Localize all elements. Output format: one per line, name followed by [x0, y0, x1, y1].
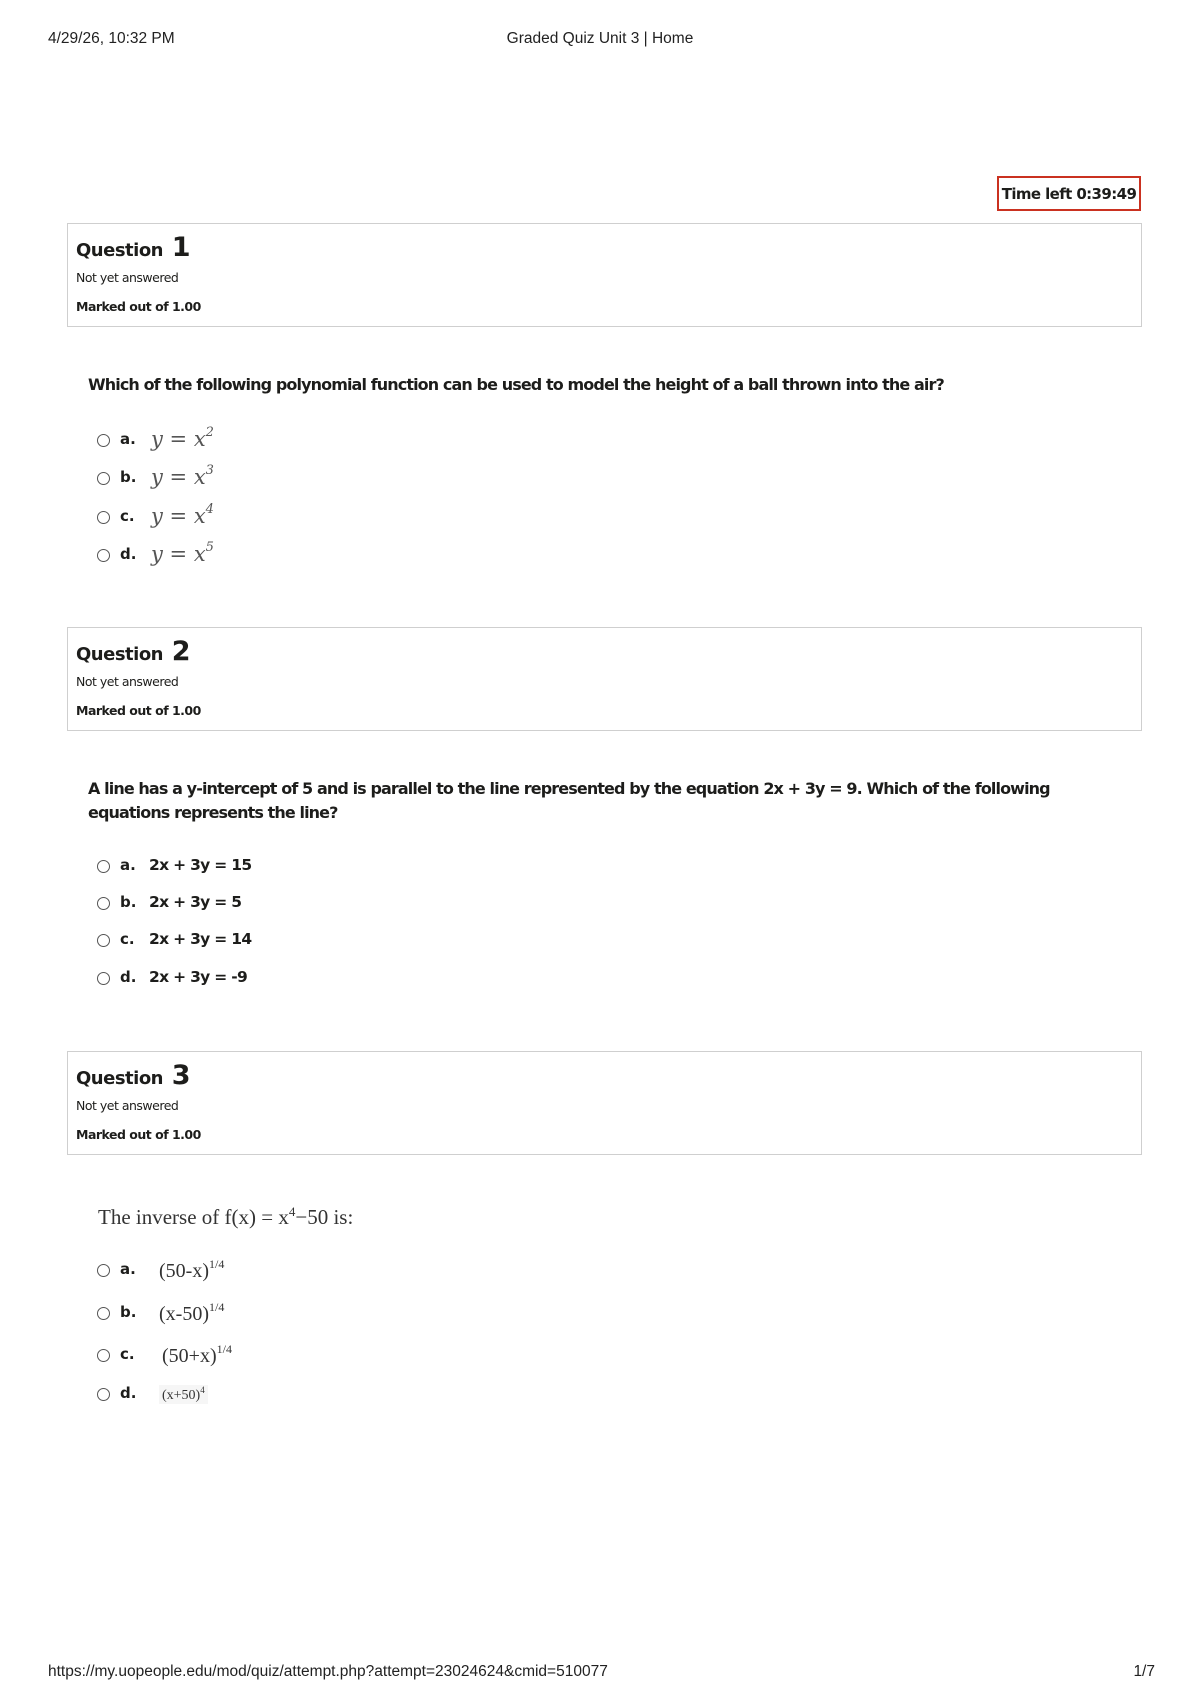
option-letter: c. — [120, 1345, 135, 1363]
option-math: $y = x^2$ — [151, 425, 214, 451]
question-3-option-d[interactable] — [97, 1381, 697, 1411]
question-1-state: Not yet answered — [76, 270, 179, 285]
radio-button[interactable] — [97, 1264, 110, 1277]
radio-button[interactable] — [97, 860, 110, 873]
option-letter: d. — [120, 545, 137, 563]
radio-button[interactable] — [97, 1349, 110, 1362]
option-math: $y = x^3$ — [151, 463, 214, 489]
question-1-option-a[interactable] — [97, 427, 697, 457]
option-text: 2x + 3y = -9 — [149, 968, 248, 986]
option-letter: d. — [120, 968, 137, 986]
print-page-title: Graded Quiz Unit 3 | Home — [506, 30, 694, 47]
radio-button[interactable] — [97, 934, 110, 947]
print-footer — [0, 1663, 1200, 1683]
radio-button[interactable] — [97, 511, 110, 524]
radio-button[interactable] — [97, 1307, 110, 1320]
print-header — [0, 30, 1200, 50]
print-datetime: 4/29/26, 10:32 PM — [48, 30, 175, 47]
option-math: $y = x^5$ — [151, 540, 214, 566]
question-2-info — [67, 627, 1142, 731]
question-3-info — [67, 1051, 1142, 1155]
option-letter: b. — [120, 893, 137, 911]
radio-button[interactable] — [97, 434, 110, 447]
question-2-title: Question 2 — [76, 636, 191, 667]
question-2-state: Not yet answered — [76, 674, 179, 689]
question-2-option-b[interactable] — [97, 890, 697, 920]
option-text: 2x + 3y = 15 — [149, 856, 252, 874]
option-letter: c. — [120, 507, 135, 525]
radio-button[interactable] — [97, 972, 110, 985]
print-url: https://my.uopeople.edu/mod/quiz/attempt.php?attempt=23024624&cmid=510077 — [48, 1663, 608, 1680]
option-math: $(x-50)^{1/4}$ — [159, 1300, 225, 1325]
question-1-grade: Marked out of 1.00 — [76, 299, 201, 314]
option-math: $(x+50)^4$ — [159, 1385, 208, 1404]
question-2-option-c[interactable] — [97, 927, 697, 957]
option-letter: a. — [120, 430, 136, 448]
radio-button[interactable] — [97, 1388, 110, 1401]
option-letter: a. — [120, 1260, 136, 1278]
radio-button[interactable] — [97, 549, 110, 562]
question-1-option-b[interactable] — [97, 465, 697, 495]
question-1-option-c[interactable] — [97, 504, 697, 534]
option-letter: b. — [120, 1303, 137, 1321]
option-math: $(50+x)^{1/4}$ — [162, 1342, 232, 1367]
print-page-number: 1/7 — [1133, 1663, 1155, 1680]
option-text: 2x + 3y = 5 — [149, 893, 242, 911]
question-2-option-a[interactable] — [97, 853, 697, 883]
question-3-option-c[interactable] — [97, 1342, 697, 1372]
option-math: $y = x^4$ — [151, 502, 214, 528]
radio-button[interactable] — [97, 472, 110, 485]
question-3-grade: Marked out of 1.00 — [76, 1127, 201, 1142]
question-2-grade: Marked out of 1.00 — [76, 703, 201, 718]
question-1-text: Which of the following polynomial function can be used to model the height of a ball thrown into the air? — [88, 375, 944, 394]
question-3-text: The inverse of $f(x) = x^4-50$ is: — [98, 1204, 354, 1229]
option-math: $(50-x)^{1/4}$ — [159, 1257, 225, 1282]
question-1-title: Question 1 — [76, 232, 191, 263]
option-letter: d. — [120, 1384, 137, 1402]
option-text: 2x + 3y = 14 — [149, 930, 252, 948]
question-1-info — [67, 223, 1142, 327]
option-letter: c. — [120, 930, 135, 948]
question-1-option-d[interactable] — [97, 542, 697, 572]
option-letter: b. — [120, 468, 137, 486]
quiz-timer: Time left 0:39:49 — [997, 176, 1141, 211]
question-2-option-d[interactable] — [97, 965, 697, 995]
question-2-text: A line has a y-intercept of 5 and is parallel to the line represented by the equation 2x + 3y = 9. Which of the following equations represents the line? — [88, 779, 1050, 822]
radio-button[interactable] — [97, 897, 110, 910]
question-3-state: Not yet answered — [76, 1098, 179, 1113]
question-3-option-a[interactable] — [97, 1257, 697, 1287]
question-3-option-b[interactable] — [97, 1300, 697, 1330]
question-3-title: Question 3 — [76, 1060, 191, 1091]
option-letter: a. — [120, 856, 136, 874]
